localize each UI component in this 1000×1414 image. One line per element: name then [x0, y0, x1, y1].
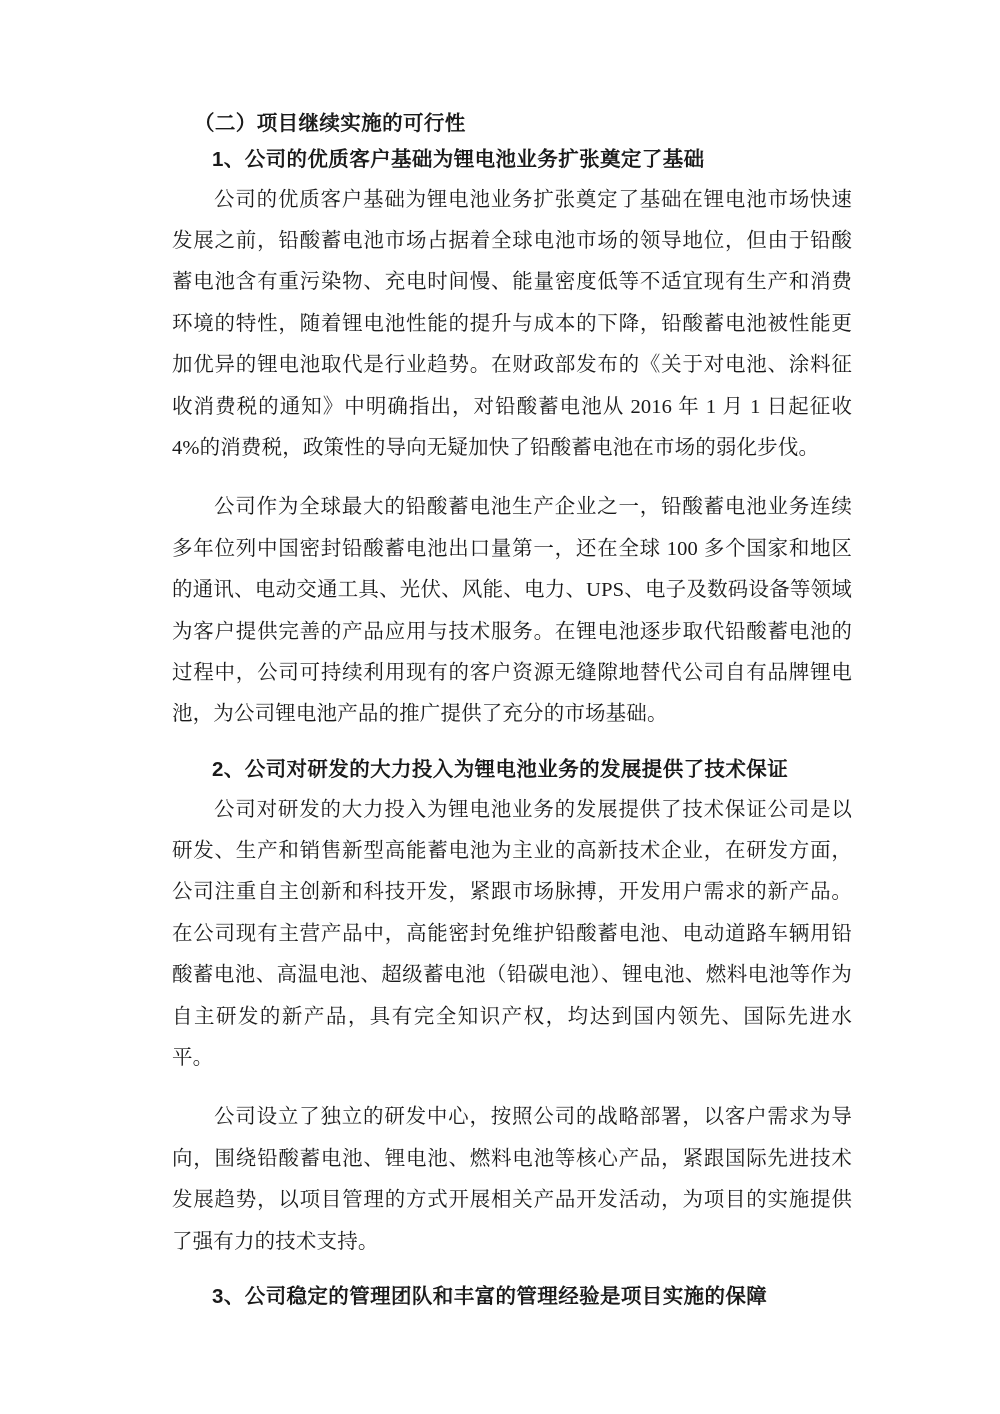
section-heading: （二）项目继续实施的可行性 — [194, 112, 466, 135]
paragraph-1: 公司的优质客户基础为锂电池业务扩张奠定了基础在锂电池市场快速发展之前，铅酸蓄电池市场占据着全球电池市场的领导地位，但由于铅酸蓄电池含有重污染物、充电时间慢、能量密度低等不适宜现有生产和消费环境的特性，随着锂电池性能的提升与成本的下降，铅酸蓄电池被性能更加优异的锂电池取代是行业趋势。在财政部发布的《关于对电池、涂料征收消费税的通知》中明确指出，对铅酸蓄电池从 2016 年 1 月 1 日起征收 4%的消费税，政策性的导向无疑加快了铅酸蓄电池在市场的弱化步伐。 — [172, 188, 852, 459]
subsection-1-heading: 1、公司的优质客户基础为锂电池业务扩张奠定了基础 — [212, 147, 705, 171]
subsection-2-heading: 2、公司对研发的大力投入为锂电池业务的发展提供了技术保证 — [212, 757, 789, 781]
paragraph-3: 公司对研发的大力投入为锂电池业务的发展提供了技术保证公司是以研发、生产和销售新型高能蓄电池为主业的高新技术企业，在研发方面，公司注重自主创新和科技开发，紧跟市场脉搏，开发用户需求的新产品。在公司现有主营产品中，高能密封免维护铅酸蓄电池、电动道路车辆用铅酸蓄电池、高温电池、超级蓄电池（铅碳电池）、锂电池、燃料电池等作为自主研发的新产品，具有完全知识产权，均达到国内领先、国际先进水平。 — [172, 798, 852, 1070]
subsection-3-heading: 3、公司稳定的管理团队和丰富的管理经验是项目实施的保障 — [212, 1285, 768, 1309]
paragraph-2: 公司作为全球最大的铅酸蓄电池生产企业之一，铅酸蓄电池业务连续多年位列中国密封铅酸蓄电池出口量第一，还在全球 100 多个国家和地区的通讯、电动交通工具、光伏、风能、电力、UPS、电子及数码设备等领域为客户提供完善的产品应用与技术服务。在锂电池逐步取代铅酸蓄电池的过程中，公司可持续利用现有的客户资源无缝隙地替代公司自有品牌锂电池，为公司锂电池产品的推广提供了充分的市场基础。 — [172, 496, 852, 726]
paragraph-4: 公司设立了独立的研发中心，按照公司的战略部署，以客户需求为导向，围绕铅酸蓄电池、锂电池、燃料电池等核心产品，紧跟国际先进技术发展趋势，以项目管理的方式开展相关产品开发活动，为项目的实施提供了强有力的技术支持。 — [172, 1106, 852, 1253]
document-body — [172, 108, 852, 1313]
